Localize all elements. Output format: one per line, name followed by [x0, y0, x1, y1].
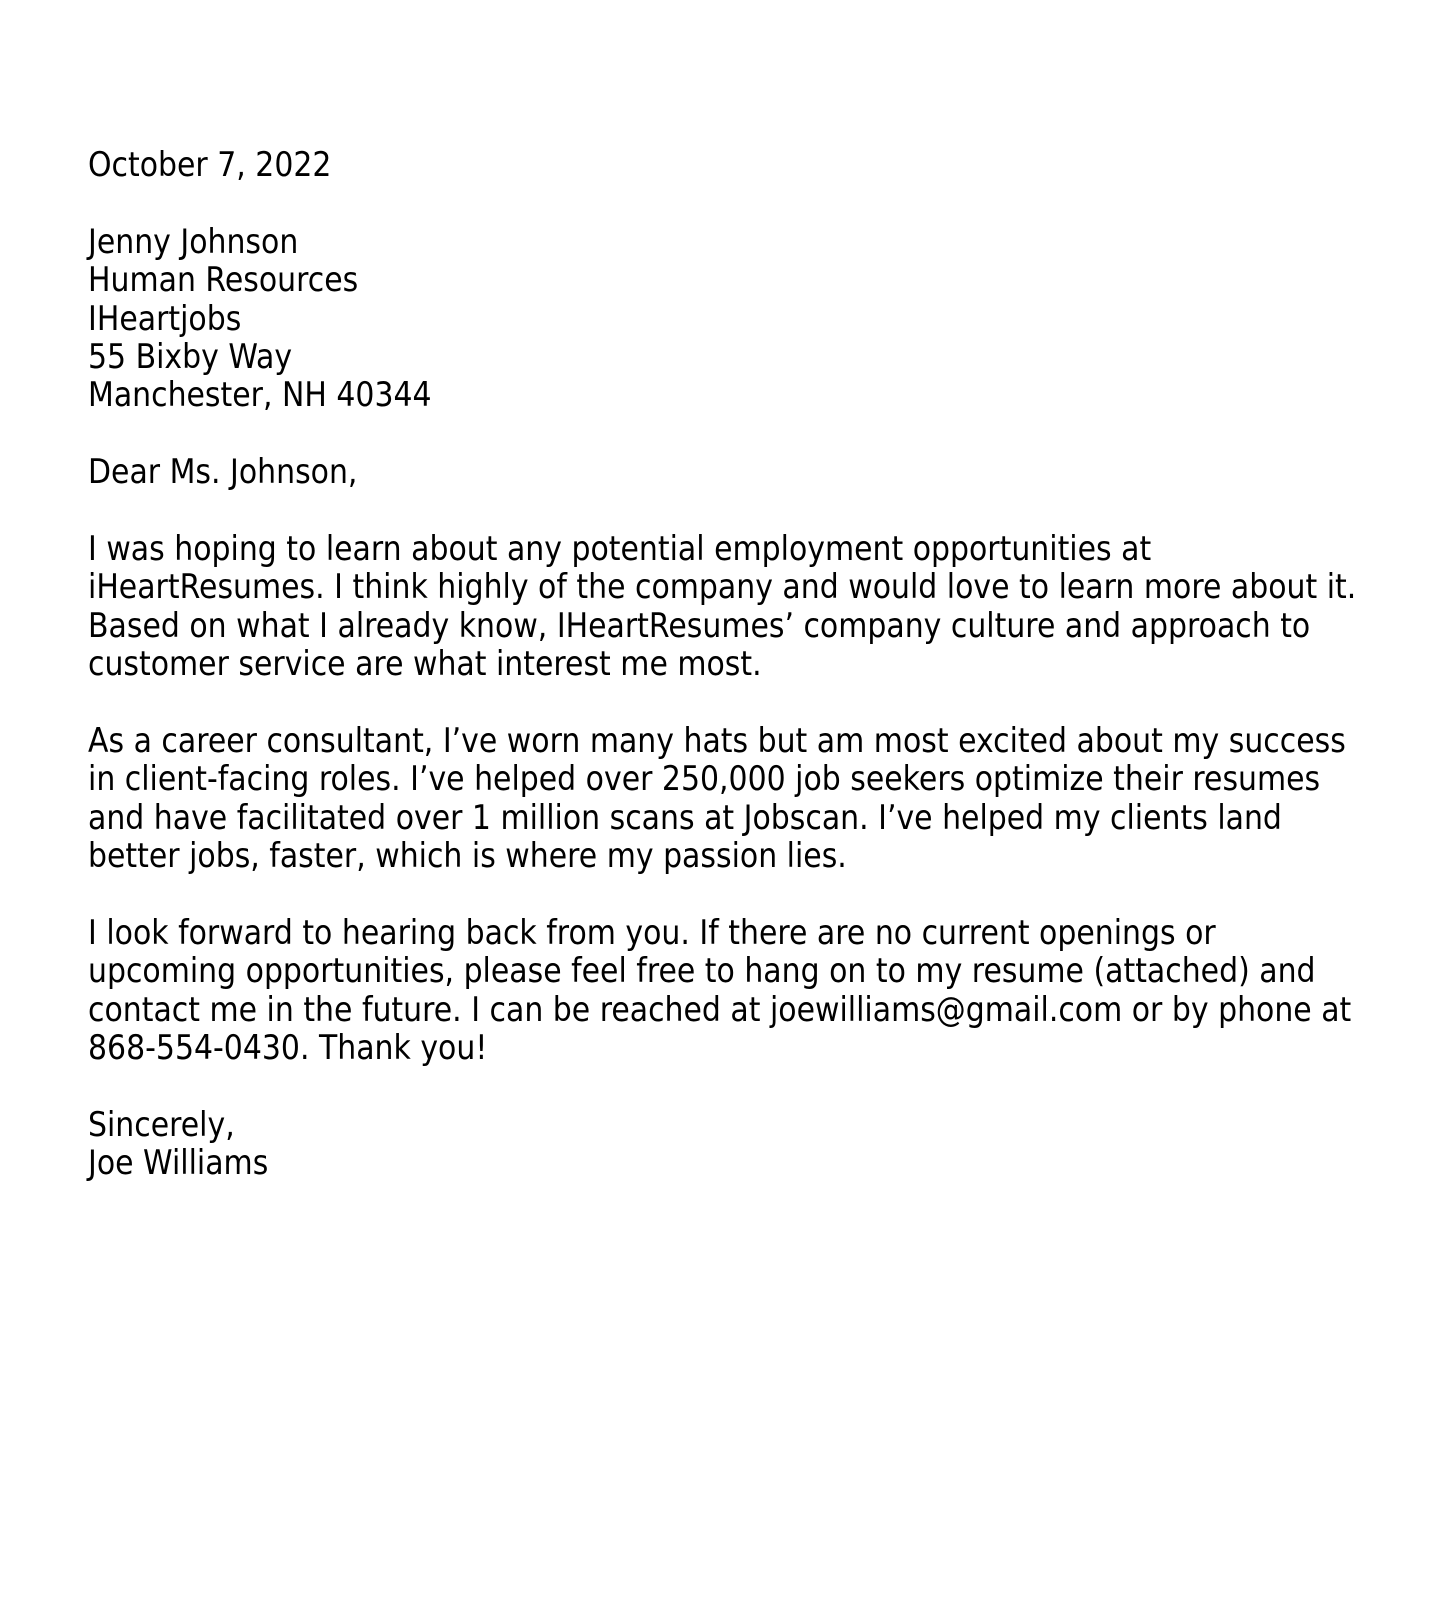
body-line: better jobs, faster, which is where my passion lies. [88, 836, 847, 877]
body-line: I look forward to hearing back from you. If there are no current openings or [88, 912, 1216, 953]
closing-block [88, 1106, 1437, 1183]
recipient-address-block [88, 223, 1437, 415]
salutation: Dear Ms. Johnson, [88, 452, 358, 493]
body-line: contact me in the future. I can be reached at joewilliams@gmail.com or by phone at [88, 989, 1352, 1030]
body-paragraph-3 [88, 914, 1437, 1068]
recipient-name: Jenny Johnson [88, 221, 299, 262]
closing-signoff: Sincerely, [88, 1104, 235, 1145]
date-block [88, 146, 1437, 184]
recipient-company: IHeartjobs [88, 298, 242, 339]
body-line: upcoming opportunities, please feel free to hang on to my resume (attached) and [88, 951, 1316, 992]
recipient-street: 55 Bixby Way [88, 336, 293, 377]
body-paragraph-2 [88, 722, 1437, 876]
body-paragraph-1 [88, 530, 1437, 684]
body-line: iHeartResumes. I think highly of the company and would love to learn more about it. [88, 567, 1357, 608]
recipient-city-state-zip: Manchester, NH 40344 [88, 375, 432, 416]
body-line: 868-554-0430. Thank you! [88, 1027, 488, 1068]
body-line: customer service are what interest me most. [88, 644, 762, 685]
body-line: and have facilitated over 1 million scans at Jobscan. I’ve helped my clients land [88, 797, 1282, 838]
salutation-block [88, 453, 1437, 491]
recipient-department: Human Resources [88, 260, 359, 301]
body-line: I was hoping to learn about any potential employment opportunities at [88, 528, 1152, 569]
body-line: Based on what I already know, IHeartResumes’ company culture and approach to [88, 605, 1311, 646]
body-line: in client-facing roles. I’ve helped over 250,000 job seekers optimize their resumes [88, 759, 1321, 800]
date-line: October 7, 2022 [88, 145, 332, 185]
letter-body [88, 146, 1437, 1183]
body-line: As a career consultant, I’ve worn many hats but am most excited about my success [88, 720, 1346, 761]
signature-name: Joe Williams [88, 1143, 269, 1184]
